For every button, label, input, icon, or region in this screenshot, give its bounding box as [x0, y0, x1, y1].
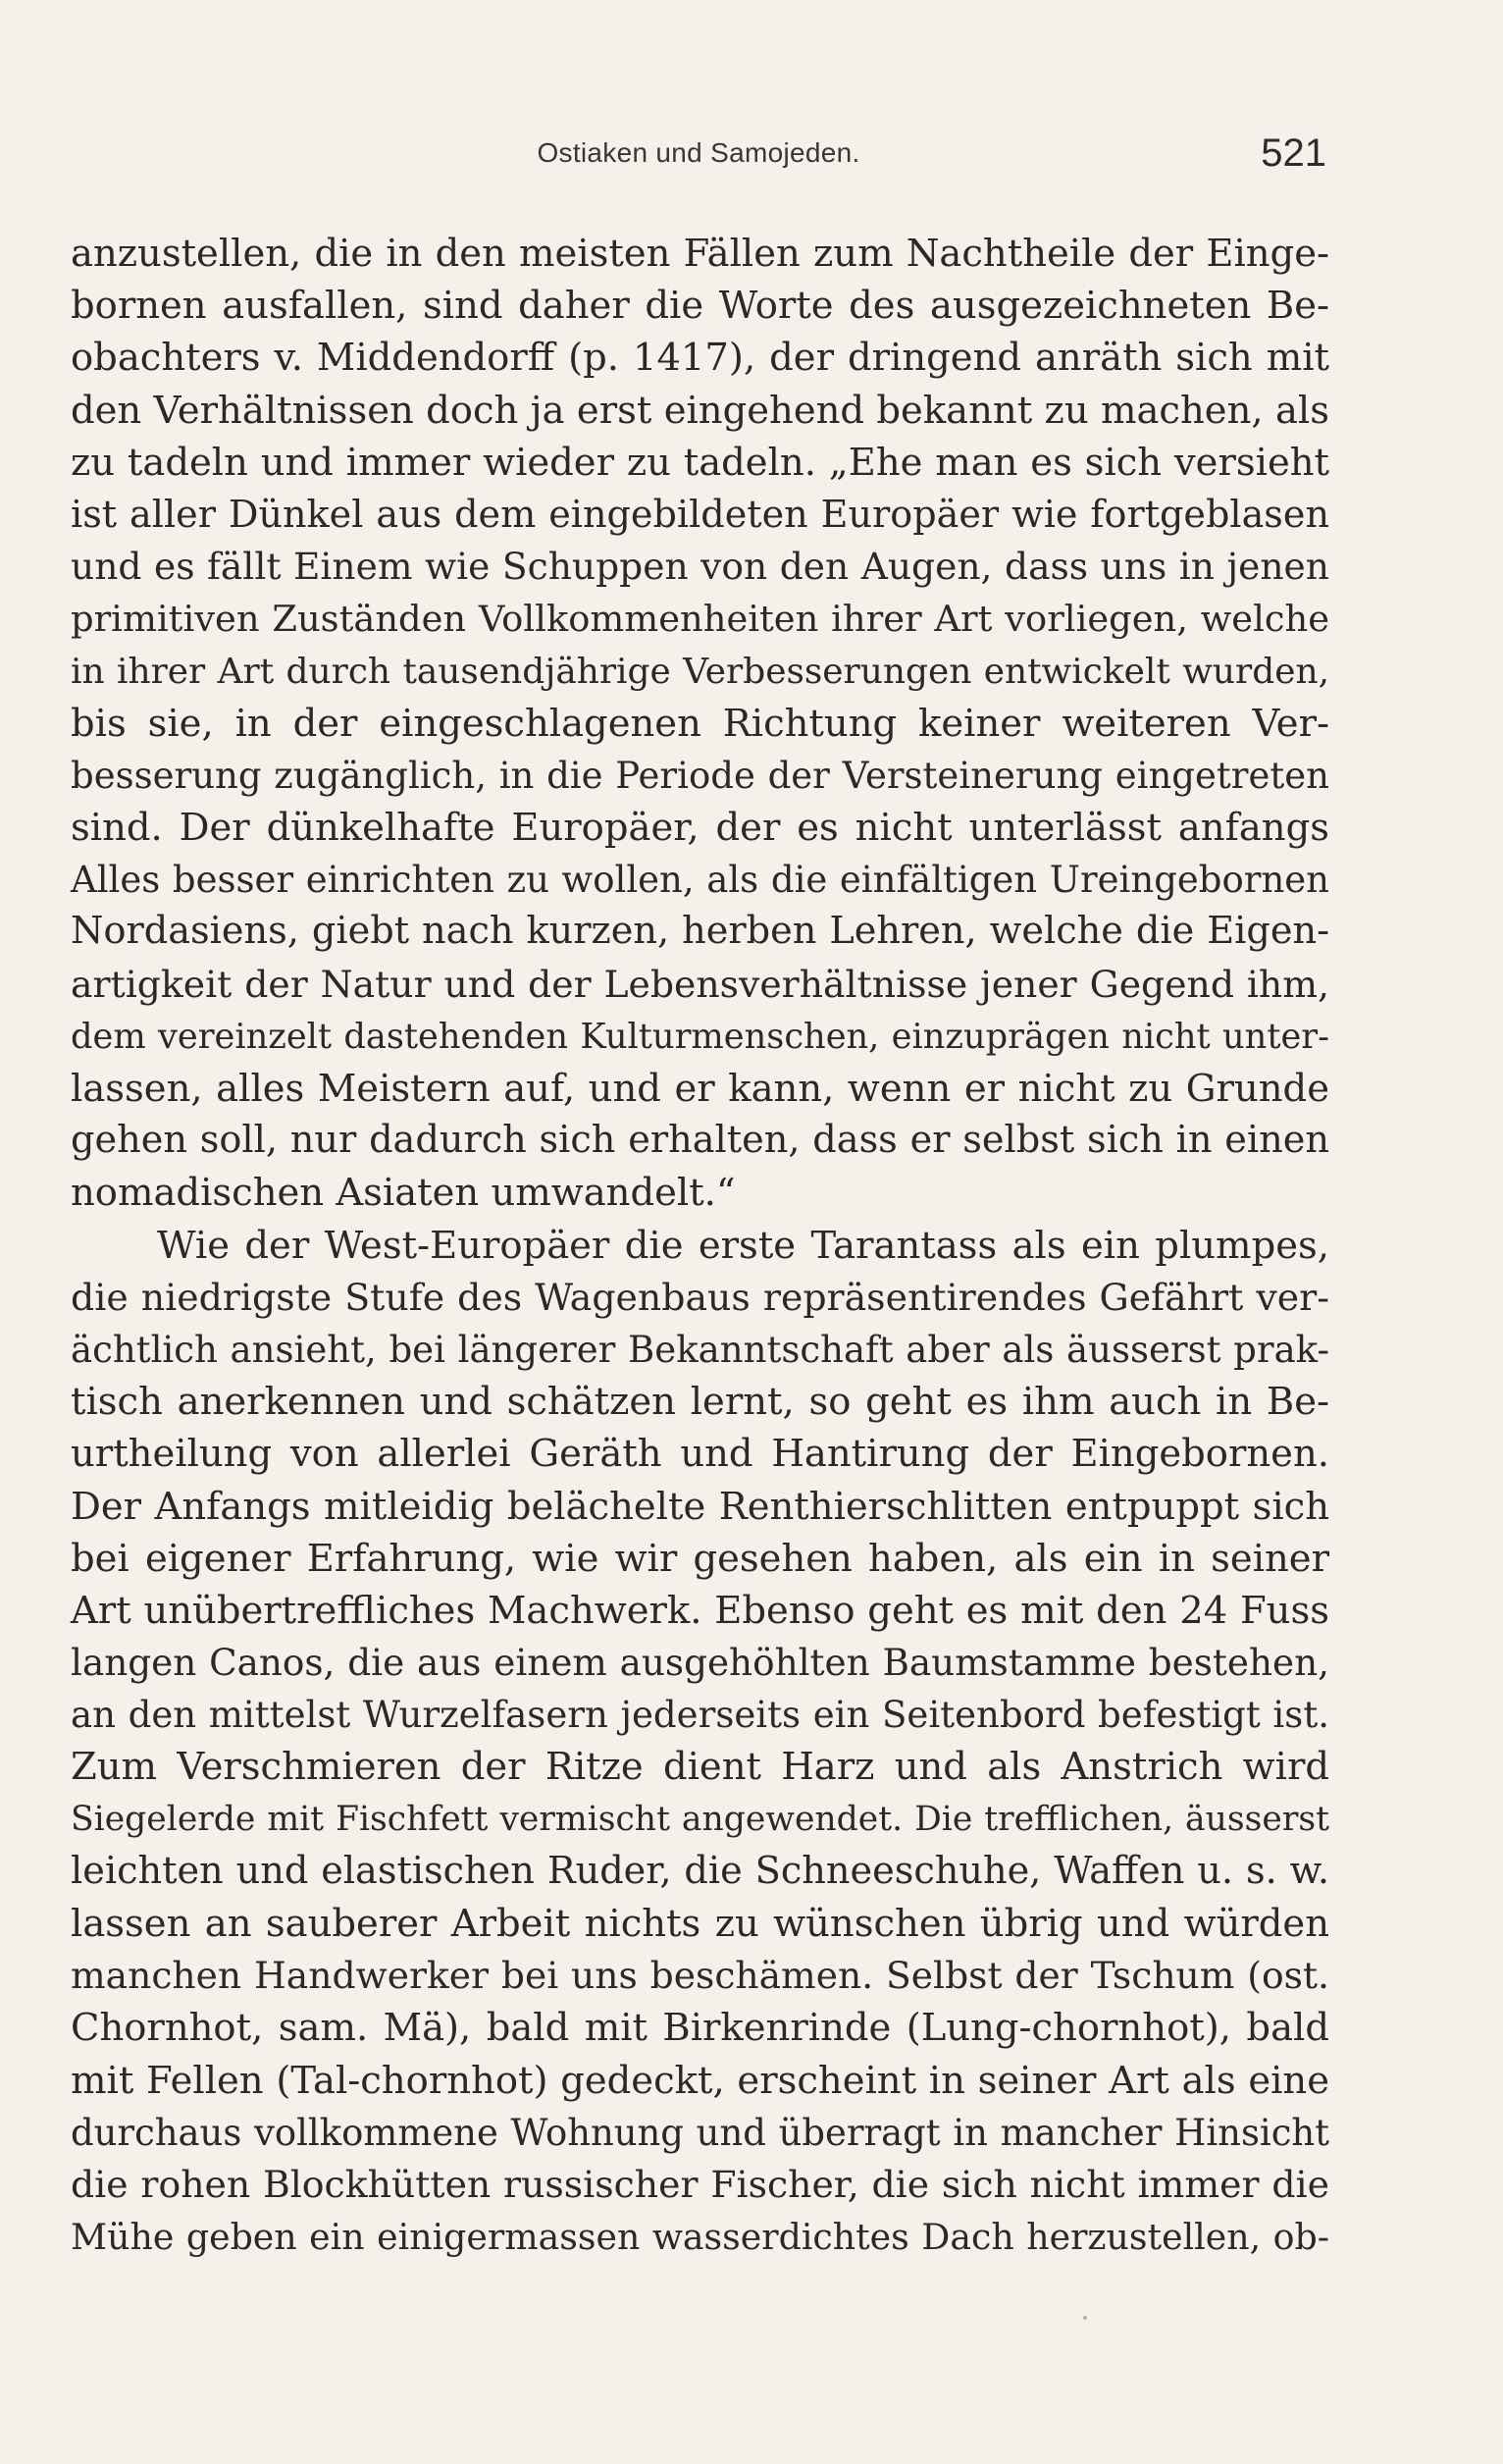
text-line: bei eigener Erfahrung, wie wir gesehen haben, als ein in seiner	[71, 1536, 1329, 1581]
text-line: Mühe geben ein einigermassen wasserdichtes Dach herzustellen, ob-	[71, 2216, 1329, 2259]
text-line: Nordasiens, giebt nach kurzen, herben Lehren, welche die Eigen-	[71, 910, 1329, 954]
text-line: lassen an sauberer Arbeit nichts zu wünschen übrig und würden	[71, 1902, 1329, 1946]
text-line: Art unübertreffliches Machwerk. Ebenso geht es mit den 24 Fuss	[71, 1588, 1329, 1633]
text-line: Wie der West-Europäer die erste Tarantass als ein plumpes,	[157, 1223, 1329, 1268]
text-line: langen Canos, die aus einem ausgehöhlten Baumstamme bestehen,	[71, 1641, 1329, 1685]
text-line: Siegelerde mit Fischfett vermischt angewendet. Die trefflichen, äusserst	[71, 1799, 1329, 1839]
paragraph-2	[71, 1220, 1329, 2264]
text-line: die rohen Blockhütten russischer Fischer, die sich nicht immer die	[71, 2162, 1329, 2206]
paper-speck	[1083, 2316, 1087, 2320]
text-line: gehen soll, nur dadurch sich erhalten, dass er selbst sich in einen	[71, 1119, 1329, 1163]
text-line: sind. Der dünkelhafte Europäer, der es nicht unterlässt anfangs	[71, 806, 1329, 851]
text-line: lassen, alles Meistern auf, und er kann, wenn er nicht zu Grunde	[71, 1067, 1329, 1111]
text-line: bis sie, in der eingeschlagenen Richtung keiner weiteren Ver-	[71, 701, 1329, 746]
body-text	[71, 228, 1329, 2263]
running-title: Ostiaken und Samojeden.	[537, 137, 860, 168]
text-line: besserung zugänglich, in die Periode der Versteinerung eingetreten	[71, 754, 1329, 797]
text-line: tisch anerkennen und schätzen lernt, so geht es ihm auch in Be-	[71, 1380, 1329, 1425]
text-line: leichten und elastischen Ruder, die Schneeschuhe, Waffen u. s. w.	[71, 1849, 1329, 1893]
paragraph-1	[71, 228, 1329, 1220]
text-line: mit Fellen (Tal-chornhot) gedeckt, erscheint in seiner Art als eine	[71, 2058, 1329, 2103]
text-line: dem vereinzelt dastehenden Kulturmenschen, einzuprägen nicht unter-	[71, 1016, 1329, 1057]
text-line: den Verhältnissen doch ja erst eingehend bekannt zu machen, als	[71, 388, 1329, 433]
page-header	[71, 131, 1326, 192]
text-line: die niedrigste Stufe des Wagenbaus repräsentirendes Gefährt ver-	[71, 1275, 1329, 1319]
text-line: ächtlich ansieht, bei längerer Bekanntschaft aber als äusserst prak-	[71, 1328, 1329, 1371]
text-line: Zum Verschmieren der Ritze dient Harz und als Anstrich wird	[71, 1745, 1329, 1790]
text-line: anzustellen, die in den meisten Fällen zum Nachtheile der Einge-	[71, 232, 1329, 276]
text-line: primitiven Zuständen Vollkommenheiten ihrer Art vorliegen, welche	[71, 598, 1329, 641]
text-line: manchen Handwerker bei uns beschämen. Selbst der Tschum (ost.	[71, 1954, 1329, 1998]
text-line: urtheilung von allerlei Geräth und Hantirung der Eingebornen.	[71, 1432, 1329, 1477]
text-line: obachters v. Middendorff (p. 1417), der dringend anräth sich mit	[71, 336, 1329, 381]
text-line: nomadischen Asiaten umwandelt.“	[71, 1171, 736, 1216]
text-line: und es fällt Einem wie Schuppen von den Augen, dass uns in jenen	[71, 545, 1329, 589]
text-line: ist aller Dünkel aus dem eingebildeten Europäer wie fortgeblasen	[71, 492, 1329, 536]
text-line: in ihrer Art durch tausendjährige Verbesserungen entwickelt wurden,	[71, 651, 1329, 692]
text-line: artigkeit der Natur und der Lebensverhältnisse jener Gegend ihm,	[71, 962, 1329, 1006]
text-line: Der Anfangs mitleidig belächelte Renthierschlitten entpuppt sich	[71, 1484, 1329, 1529]
text-line: an den mittelst Wurzelfasern jederseits ein Seitenbord befestigt ist.	[71, 1694, 1329, 1737]
text-line: zu tadeln und immer wieder zu tadeln. „Ehe man es sich versieht	[71, 440, 1329, 485]
page-number: 521	[1261, 131, 1326, 175]
text-line: durchaus vollkommene Wohnung und überragt in mancher Hinsicht	[71, 2111, 1329, 2154]
text-line: Chornhot, sam. Mä), bald mit Birkenrinde (Lung-chornhot), bald	[71, 2006, 1329, 2051]
text-line: bornen ausfallen, sind daher die Worte des ausgezeichneten Be-	[71, 284, 1329, 329]
text-line: Alles besser einrichten zu wollen, als die einfältigen Ureingebornen	[71, 859, 1329, 902]
